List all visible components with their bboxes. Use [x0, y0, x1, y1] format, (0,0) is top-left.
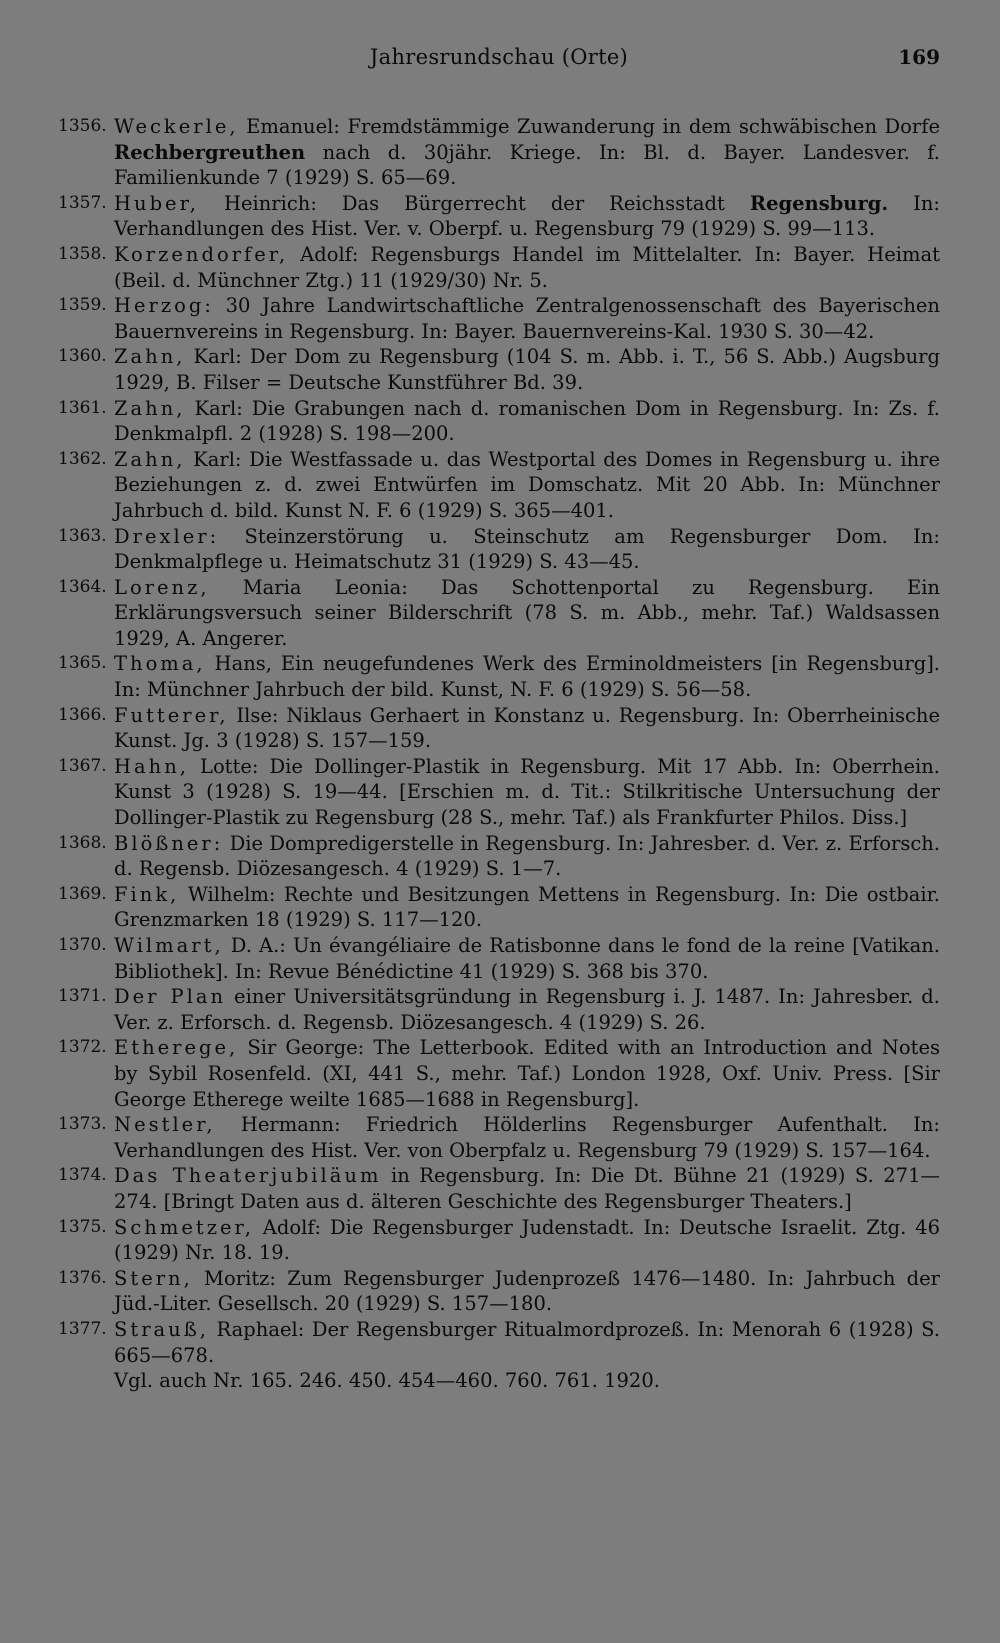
- entry-body: Adolf: Regensburgs Handel im Mittelalter. In: Bayer. Heimat (Beil. d. Münchner Ztg.) 11 (1929/30) Nr. 5.: [114, 242, 940, 292]
- entry-author: Strauß,: [114, 1317, 209, 1341]
- entry-text: [114, 1317, 940, 1368]
- entry-number: 1373.: [58, 1114, 107, 1135]
- bibliography-entry: [58, 191, 940, 242]
- entry-number: 1363.: [58, 525, 107, 546]
- entry-bold-place: Rechbergreuthen: [114, 140, 306, 164]
- entry-author: Der Plan: [114, 985, 227, 1009]
- page-number: 169: [898, 45, 940, 69]
- entry-author: Hahn,: [114, 754, 189, 778]
- entry-number: 1356.: [58, 116, 107, 136]
- entry-body: Karl: Der Dom zu Regensburg (104 S. m. Abb. i. T., 56 S. Abb.) Augsburg 1929, B. Filser = Deutsche Kunstführer Bd. 39.: [114, 345, 940, 394]
- entry-text: [114, 575, 940, 652]
- entry-text: [114, 933, 940, 984]
- entry-author: Herzog:: [114, 294, 214, 318]
- bibliography-entry: [58, 575, 940, 652]
- entry-text: [114, 1112, 940, 1163]
- entry-text: [114, 1163, 940, 1214]
- bibliography-entry: [58, 1266, 940, 1317]
- entry-author: Thoma,: [114, 652, 206, 676]
- entry-body: Steinzerstörung u. Steinschutz am Regensburger Dom. In: Denkmalpflege u. Heimatschutz 31 (1929) S. 43—45.: [114, 524, 940, 574]
- entry-author: Etherege,: [114, 1036, 239, 1060]
- entry-number: 1372.: [58, 1037, 107, 1058]
- entry-author: Schmetzer,: [114, 1215, 254, 1239]
- bibliography-entry: [58, 114, 940, 191]
- entry-text: [114, 114, 940, 191]
- entry-body-continued: nach d. 30jähr. Kriege. In: Bl. d. Bayer. Landesver. f. Familienkunde 7 (1929) S. 65—69.: [114, 140, 940, 190]
- bibliography-entry: [58, 703, 940, 754]
- entry-text: [114, 1035, 940, 1112]
- entry-body: Hermann: Friedrich Hölderlins Regensburger Aufenthalt. In: Verhandlungen des Hist. Ver. von Oberpfalz u. Regensburg 79 (1929) S. 157—164.: [114, 1113, 940, 1162]
- entry-number: 1362.: [58, 448, 107, 469]
- entry-author: Zahn,: [114, 447, 186, 471]
- entry-number: 1377.: [58, 1318, 107, 1339]
- entry-body: Sir George: The Letterbook. Edited with an Introduction and Notes by Sybil Rosenfeld. (XI, 441 S., mehr. Taf.) London 1928, Oxf. Univ. Press. [Sir George Etherege weilte 1685—1688 in Regensburg].: [114, 1036, 940, 1111]
- entry-text: [114, 447, 940, 524]
- entry-number: 1370.: [58, 935, 107, 955]
- entry-body: Heinrich: Das Bürgerrecht der Reichsstadt: [198, 191, 750, 215]
- bibliography-entry: [58, 396, 940, 447]
- entry-text: [114, 754, 940, 831]
- entry-text: [114, 1215, 940, 1266]
- entry-number: 1375.: [58, 1216, 107, 1237]
- bibliography-entry: [58, 1163, 940, 1214]
- entry-body: D. A.: Un évangéliaire de Ratisbonne dans le fond de la reine [Vatikan. Bibliothek]. In: Revue Bénédictine 41 (1929) S. 368 bis 370.: [114, 934, 940, 983]
- entry-number: 1360.: [58, 346, 107, 367]
- entry-body: Hans, Ein neugefundenes Werk des Erminoldmeisters [in Regensburg]. In: Münchner Jahrbuch der bild. Kunst, N. F. 6 (1929) S. 56—58.: [114, 652, 940, 702]
- entry-author: Fink,: [114, 882, 180, 906]
- entry-text: [114, 396, 940, 447]
- entry-author: Weckerle,: [114, 115, 239, 138]
- bibliography-entry: [58, 1215, 940, 1266]
- bibliography-entry: [58, 1112, 940, 1163]
- entry-body: Moritz: Zum Regensburger Judenprozeß 1476—1480. In: Jahrbuch der Jüd.-Liter. Gesellsch. 20 (1929) S. 157—180.: [114, 1266, 940, 1316]
- bibliography-entry: [58, 984, 940, 1035]
- entry-body: Ilse: Niklaus Gerhaert in Konstanz u. Regensburg. In: Oberrheinische Kunst. Jg. 3 (1928) S. 157—159.: [114, 703, 940, 753]
- entry-number: 1369.: [58, 883, 107, 904]
- entry-body: Karl: Die Grabungen nach d. romanischen Dom in Regensburg. In: Zs. f. Denkmalpfl. 2 (1928) S. 198—200.: [114, 396, 940, 446]
- entry-text: [114, 831, 940, 882]
- entry-author: Wilmart,: [114, 934, 224, 957]
- entry-number: 1371.: [58, 986, 107, 1007]
- entry-author: Lorenz,: [114, 575, 210, 599]
- bibliography-list: [58, 114, 940, 1368]
- entry-number: 1357.: [58, 192, 107, 213]
- entry-number: 1359.: [58, 295, 107, 316]
- entry-body: Emanuel: Fremdstämmige Zuwanderung in dem schwäbischen Dorfe: [238, 115, 940, 138]
- entry-text: [114, 984, 940, 1035]
- entry-body: Lotte: Die Dollinger-Plastik in Regensburg. Mit 17 Abb. In: Oberrhein. Kunst 3 (1928) S. 19—44. [Erschien m. d. Tit.: Stilkritische Untersuchung der Dollinger-Plastik zu Regensburg (28 S., mehr. Taf.) als Frankfurter Philos. Diss.]: [114, 754, 940, 830]
- bibliography-entry: [58, 293, 940, 344]
- entry-text: [114, 524, 940, 575]
- entry-author: Zahn,: [114, 345, 186, 369]
- entry-body-continued: In: Verhandlungen des Hist. Ver. v. Oberpf. u. Regensburg 79 (1929) S. 99—113.: [114, 191, 941, 241]
- entry-author: Blößner:: [114, 831, 224, 855]
- entry-author: Stern,: [114, 1266, 193, 1290]
- entry-number: 1367.: [58, 755, 107, 776]
- bibliography-entry: [58, 1317, 940, 1368]
- entry-author: Zahn,: [114, 396, 186, 420]
- entry-text: [114, 242, 940, 293]
- running-title: Jahresrundschau (Orte): [369, 45, 629, 69]
- bibliography-entry: [58, 344, 940, 395]
- bibliography-entry: [58, 1035, 940, 1112]
- entry-number: 1365.: [58, 653, 107, 674]
- entry-number: 1361.: [58, 397, 107, 418]
- entry-body: 30 Jahre Landwirtschaftliche Zentralgenossenschaft des Bayerischen Bauernvereins in Regensburg. In: Bayer. Bauernvereins-Kal. 1930 S. 30—42.: [114, 294, 940, 343]
- bibliography-entry: [58, 524, 940, 575]
- entry-body: Raphael: Der Regensburger Ritualmordprozeß. In: Menorah 6 (1928) S. 665—678.: [114, 1317, 940, 1367]
- see-also-note: Vgl. auch Nr. 165. 246. 450. 454—460. 760. 761. 1920.: [114, 1369, 660, 1393]
- entry-number: 1364.: [58, 576, 107, 597]
- entry-body: Wilhelm: Rechte und Besitzungen Mettens in Regensburg. In: Die ostbair. Grenzmarken 18 (1929) S. 117—120.: [114, 882, 940, 932]
- bibliography-entry: [58, 242, 940, 293]
- page-header: [58, 0, 940, 74]
- entry-number: 1376.: [58, 1267, 107, 1288]
- entry-bold-place: Regensburg.: [749, 191, 889, 215]
- entry-author: Drexler:: [114, 524, 220, 548]
- bibliography-entry: [58, 831, 940, 882]
- entry-text: [114, 1266, 940, 1317]
- entry-author: Korzendorfer,: [114, 242, 289, 266]
- entry-author: Huber,: [114, 191, 199, 215]
- bibliography-entry: [58, 447, 940, 524]
- entry-body: Die Dompredigerstelle in Regensburg. In: Jahresber. d. Ver. z. Erforsch. d. Regensb. Diözesangesch. 4 (1929) S. 1—7.: [114, 831, 940, 881]
- entry-body: Maria Leonia: Das Schottenportal zu Regensburg. Ein Erklärungsversuch seiner Bilderschrift (78 S. m. Abb., mehr. Taf.) Waldsassen 1929, A. Angerer.: [114, 575, 940, 650]
- entry-body: Adolf: Die Regensburger Judenstadt. In: Deutsche Israelit. Ztg. 46 (1929) Nr. 18. 19.: [114, 1215, 940, 1265]
- entry-author: Futterer,: [114, 703, 229, 727]
- entry-text: [114, 191, 940, 242]
- entry-author: Das Theaterjubiläum: [114, 1164, 382, 1188]
- entry-author: Nestler,: [114, 1113, 216, 1137]
- entry-text: [114, 882, 940, 933]
- entry-text: [114, 293, 940, 344]
- bibliography-entry: [58, 882, 940, 933]
- bibliography-entry: [58, 933, 940, 984]
- bibliography-entry: [58, 651, 940, 702]
- entry-number: 1374.: [58, 1165, 107, 1186]
- entry-text: [114, 703, 940, 754]
- entry-body: einer Universitätsgründung in Regensburg i. J. 1487. In: Jahresber. d. Ver. z. Erforsch. d. Regensb. Diözesangesch. 4 (1929) S. 26.: [114, 985, 940, 1034]
- bibliography-entry: [58, 754, 940, 831]
- entry-body: Karl: Die Westfassade u. das Westportal des Domes in Regensburg u. ihre Beziehungen z. d. zwei Entwürfen im Domschatz. Mit 20 Abb. In: Münchner Jahrbuch d. bild. Kunst N. F. 6 (1929) S. 365—401.: [114, 447, 940, 522]
- entry-text: [114, 651, 940, 702]
- entry-number: 1368.: [58, 832, 107, 853]
- entry-body: in Regensburg. In: Die Dt. Bühne 21 (1929) S. 271—274. [Bringt Daten aus d. älteren Geschichte des Regensburger Theaters.]: [114, 1164, 940, 1213]
- entry-number: 1366.: [58, 704, 107, 725]
- entry-number: 1358.: [58, 243, 107, 264]
- entry-text: [114, 344, 940, 395]
